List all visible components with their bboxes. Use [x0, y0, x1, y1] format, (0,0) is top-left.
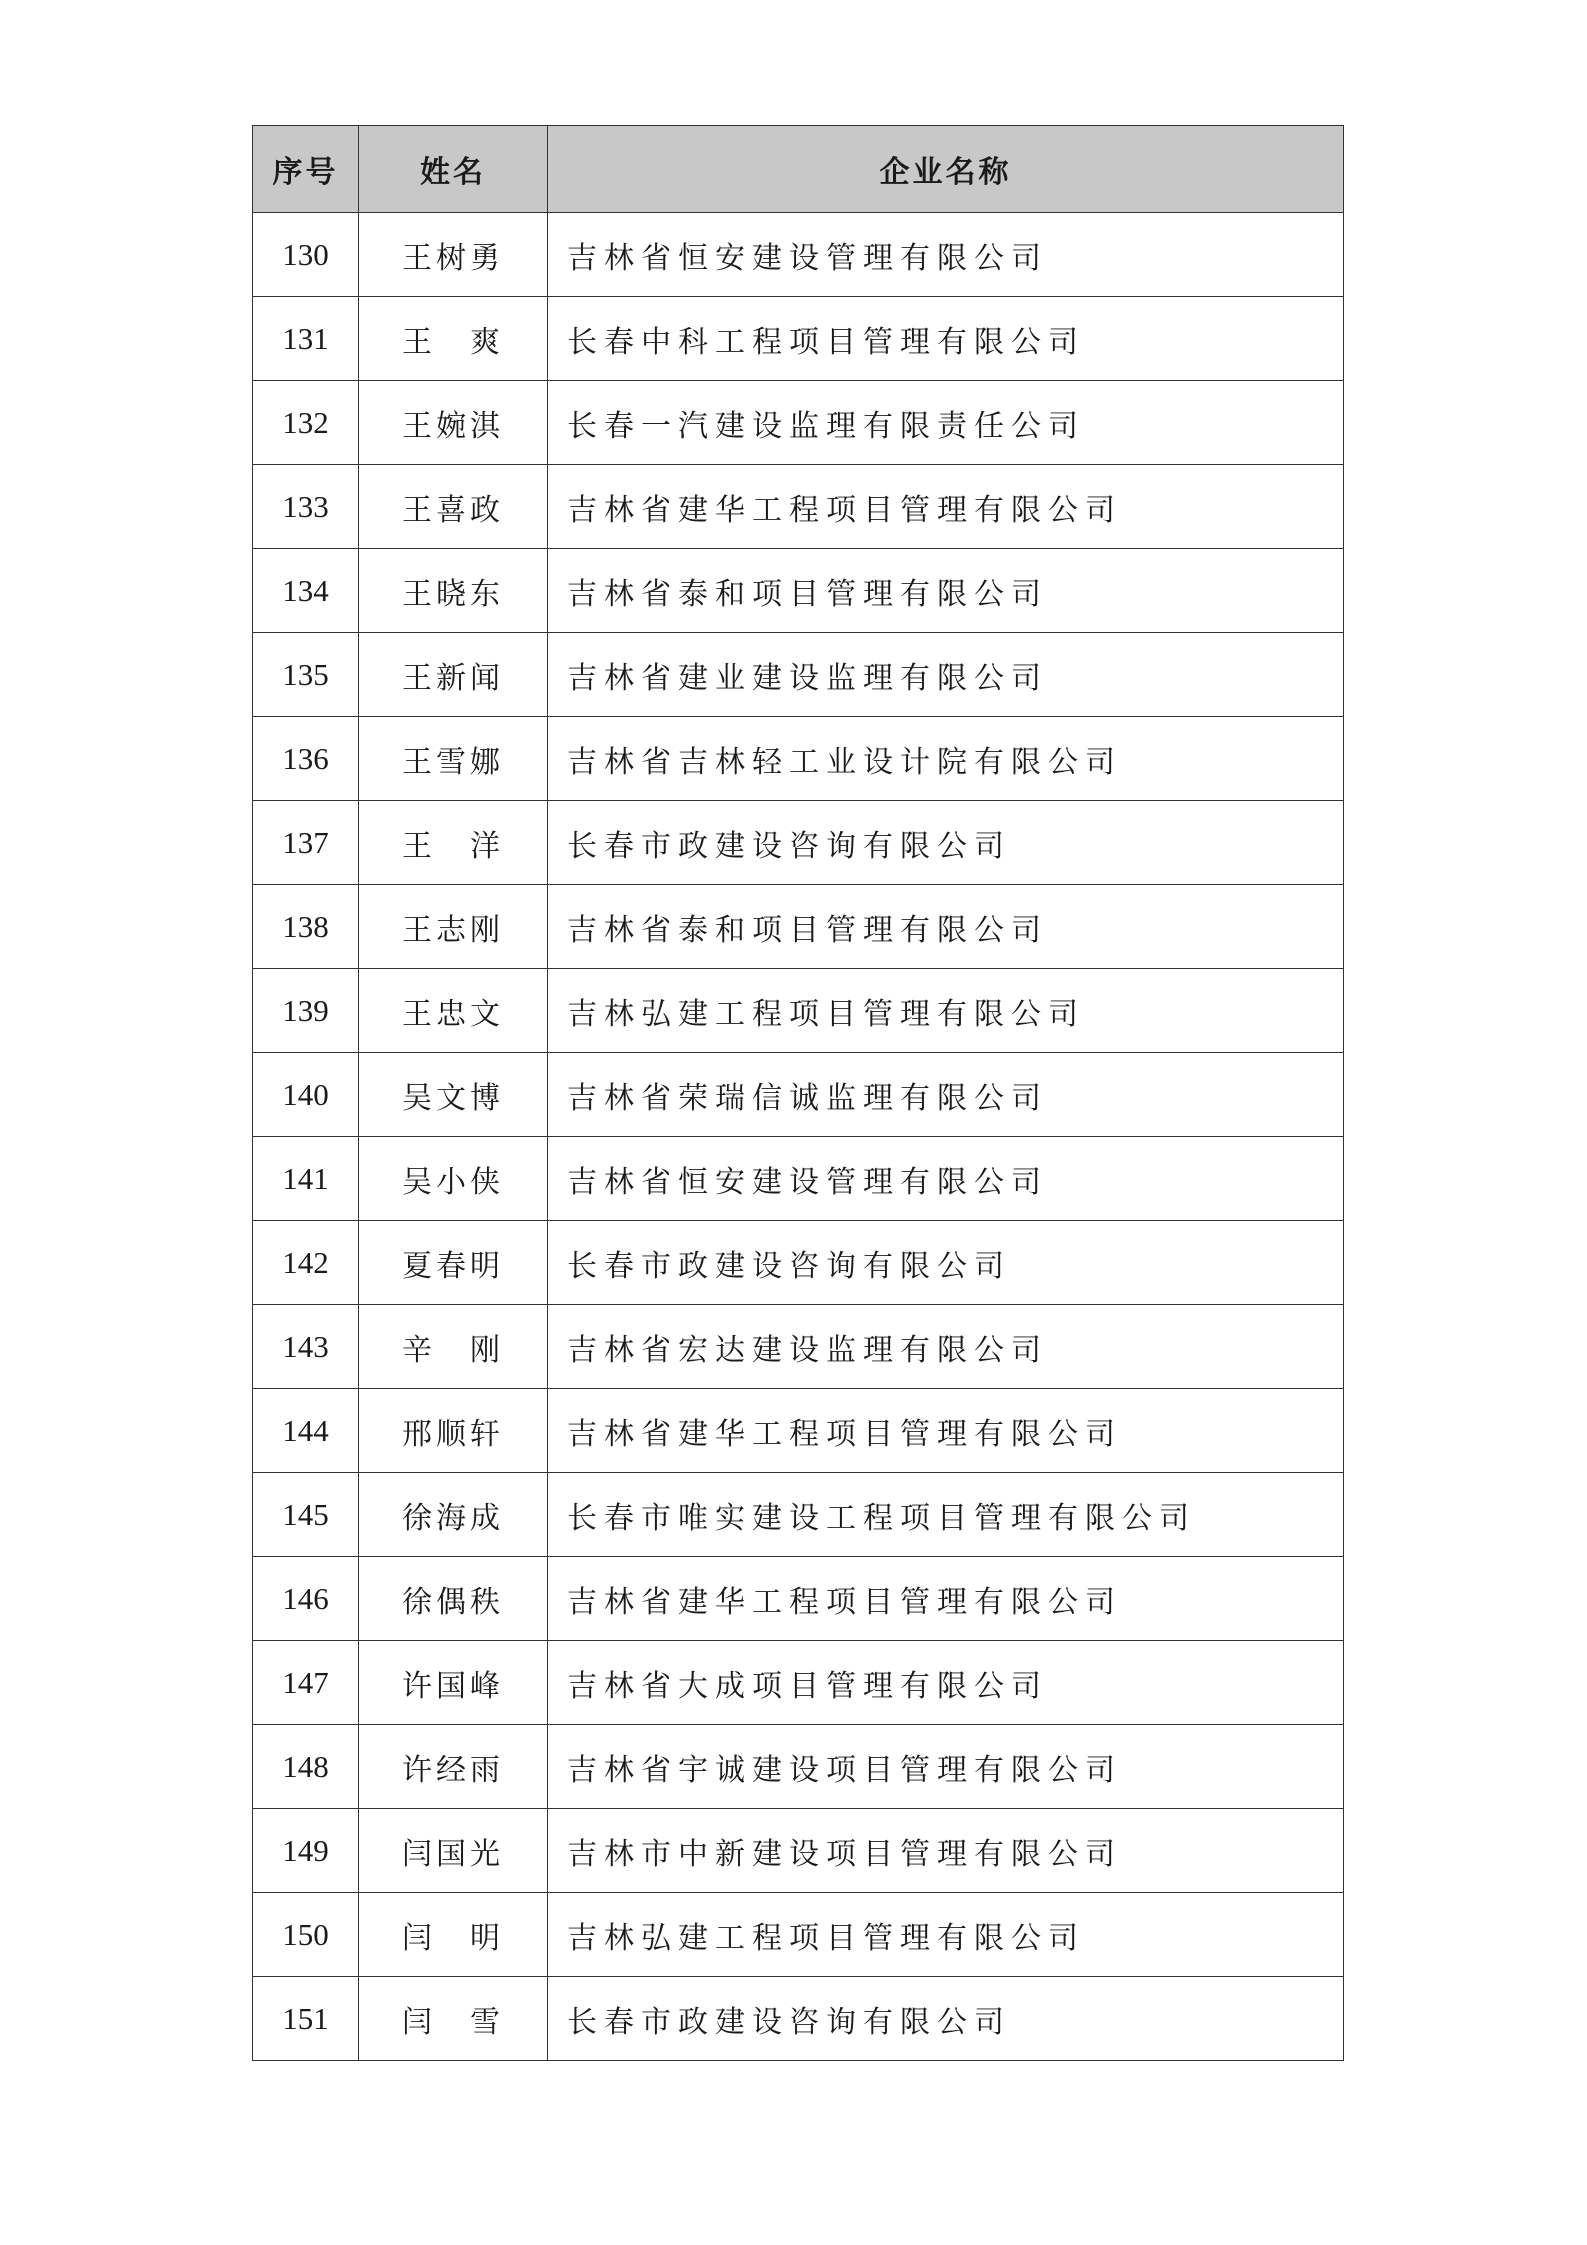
- cell-company: 吉林省建华工程项目管理有限公司: [548, 465, 1344, 549]
- cell-company: 吉林省宇诚建设项目管理有限公司: [548, 1725, 1344, 1809]
- document-page: [252, 125, 1343, 2061]
- cell-name: 吴小侠: [359, 1137, 548, 1221]
- cell-seq: 139: [253, 969, 359, 1053]
- cell-name: 吴文博: [359, 1053, 548, 1137]
- table-row: [253, 297, 1344, 381]
- table-body: [253, 213, 1344, 2061]
- table-row: [253, 1137, 1344, 1221]
- table-row: [253, 1893, 1344, 1977]
- table-row: [253, 1725, 1344, 1809]
- table-row: [253, 1809, 1344, 1893]
- cell-seq: 138: [253, 885, 359, 969]
- cell-name: 闫 明: [359, 1893, 548, 1977]
- cell-company: 长春中科工程项目管理有限公司: [548, 297, 1344, 381]
- cell-name: 辛 刚: [359, 1305, 548, 1389]
- table-row: [253, 1473, 1344, 1557]
- cell-company: 长春市政建设咨询有限公司: [548, 1977, 1344, 2061]
- header-row: [253, 126, 1344, 213]
- table-row: [253, 1053, 1344, 1137]
- cell-seq: 134: [253, 549, 359, 633]
- cell-name: 许经雨: [359, 1725, 548, 1809]
- cell-seq: 148: [253, 1725, 359, 1809]
- cell-company: 吉林省吉林轻工业设计院有限公司: [548, 717, 1344, 801]
- table-row: [253, 969, 1344, 1053]
- cell-company: 吉林省泰和项目管理有限公司: [548, 549, 1344, 633]
- header-company: 企业名称: [548, 126, 1344, 213]
- cell-seq: 142: [253, 1221, 359, 1305]
- cell-company: 吉林省大成项目管理有限公司: [548, 1641, 1344, 1725]
- cell-seq: 136: [253, 717, 359, 801]
- table-row: [253, 1977, 1344, 2061]
- table-row: [253, 465, 1344, 549]
- table-row: [253, 633, 1344, 717]
- cell-name: 王喜政: [359, 465, 548, 549]
- cell-company: 长春市政建设咨询有限公司: [548, 1221, 1344, 1305]
- cell-company: 吉林省建华工程项目管理有限公司: [548, 1389, 1344, 1473]
- cell-name: 王雪娜: [359, 717, 548, 801]
- cell-name: 夏春明: [359, 1221, 548, 1305]
- table-row: [253, 717, 1344, 801]
- table-row: [253, 1389, 1344, 1473]
- cell-seq: 131: [253, 297, 359, 381]
- header-seq: 序号: [253, 126, 359, 213]
- cell-company: 吉林省宏达建设监理有限公司: [548, 1305, 1344, 1389]
- cell-name: 王婉淇: [359, 381, 548, 465]
- cell-seq: 137: [253, 801, 359, 885]
- cell-name: 王志刚: [359, 885, 548, 969]
- cell-company: 吉林弘建工程项目管理有限公司: [548, 1893, 1344, 1977]
- cell-company: 吉林省恒安建设管理有限公司: [548, 1137, 1344, 1221]
- table-row: [253, 549, 1344, 633]
- cell-name: 王新闻: [359, 633, 548, 717]
- cell-name: 徐海成: [359, 1473, 548, 1557]
- cell-company: 吉林省建华工程项目管理有限公司: [548, 1557, 1344, 1641]
- cell-name: 王树勇: [359, 213, 548, 297]
- cell-seq: 135: [253, 633, 359, 717]
- cell-company: 长春一汽建设监理有限责任公司: [548, 381, 1344, 465]
- cell-company: 吉林省恒安建设管理有限公司: [548, 213, 1344, 297]
- cell-name: 闫 雪: [359, 1977, 548, 2061]
- table-row: [253, 1641, 1344, 1725]
- cell-seq: 151: [253, 1977, 359, 2061]
- cell-seq: 146: [253, 1557, 359, 1641]
- cell-seq: 143: [253, 1305, 359, 1389]
- cell-seq: 133: [253, 465, 359, 549]
- cell-seq: 144: [253, 1389, 359, 1473]
- header-name: 姓名: [359, 126, 548, 213]
- cell-seq: 132: [253, 381, 359, 465]
- cell-name: 王 爽: [359, 297, 548, 381]
- cell-seq: 150: [253, 1893, 359, 1977]
- table-header: [253, 126, 1344, 213]
- cell-name: 王忠文: [359, 969, 548, 1053]
- cell-name: 徐偶秩: [359, 1557, 548, 1641]
- cell-seq: 147: [253, 1641, 359, 1725]
- cell-seq: 130: [253, 213, 359, 297]
- cell-company: 吉林弘建工程项目管理有限公司: [548, 969, 1344, 1053]
- cell-company: 吉林省泰和项目管理有限公司: [548, 885, 1344, 969]
- cell-company: 长春市政建设咨询有限公司: [548, 801, 1344, 885]
- cell-seq: 141: [253, 1137, 359, 1221]
- cell-seq: 140: [253, 1053, 359, 1137]
- table-row: [253, 213, 1344, 297]
- cell-seq: 149: [253, 1809, 359, 1893]
- table-row: [253, 381, 1344, 465]
- cell-name: 许国峰: [359, 1641, 548, 1725]
- cell-seq: 145: [253, 1473, 359, 1557]
- cell-company: 吉林市中新建设项目管理有限公司: [548, 1809, 1344, 1893]
- personnel-table: [252, 125, 1344, 2061]
- cell-company: 吉林省建业建设监理有限公司: [548, 633, 1344, 717]
- cell-name: 闫国光: [359, 1809, 548, 1893]
- cell-name: 邢顺轩: [359, 1389, 548, 1473]
- table-row: [253, 885, 1344, 969]
- table-row: [253, 801, 1344, 885]
- cell-name: 王晓东: [359, 549, 548, 633]
- table-row: [253, 1305, 1344, 1389]
- cell-company: 长春市唯实建设工程项目管理有限公司: [548, 1473, 1344, 1557]
- cell-name: 王 洋: [359, 801, 548, 885]
- cell-company: 吉林省荣瑞信诚监理有限公司: [548, 1053, 1344, 1137]
- table-row: [253, 1221, 1344, 1305]
- table-row: [253, 1557, 1344, 1641]
